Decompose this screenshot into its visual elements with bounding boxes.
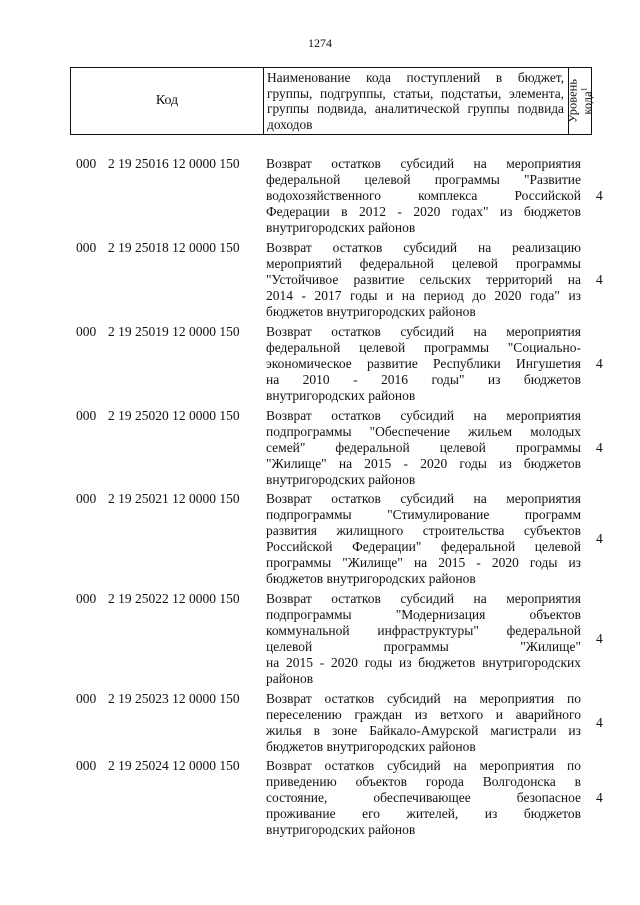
header-name-line: доходов <box>267 116 313 132</box>
header-code-cell <box>71 68 264 134</box>
row-description-line: Возврат остатков субсидий на мероприятия <box>266 156 581 171</box>
row-admin-code: 000 <box>76 758 97 773</box>
row-description-line: на 2015 - 2020 годы из бюджетов внутригородских <box>266 654 581 670</box>
row-description-line: Возврат остатков субсидий на мероприятия <box>266 408 581 423</box>
row-description-line: внутригородских районов <box>266 387 416 403</box>
row-description-line: внутригородских районов <box>266 471 416 487</box>
header-level-label <box>566 79 593 123</box>
row-description-line: Возврат остатков субсидий на мероприятия <box>266 324 581 339</box>
row-admin-code: 000 <box>76 491 97 506</box>
row-revenue-code: 2 19 25023 12 0000 150 <box>108 691 240 706</box>
row-description-line: программы "Жилище" на 2015 - 2020 годы из <box>266 554 581 570</box>
row-admin-code: 000 <box>76 691 97 706</box>
row-description-line: подпрограммы "Модернизация объектов <box>266 606 581 622</box>
row-description <box>266 324 581 404</box>
row-description-line: экономическое развитие Республики Ингушетия <box>266 355 581 371</box>
row-revenue-code: 2 19 25020 12 0000 150 <box>108 408 240 423</box>
row-description-line: "Устойчивое развитие сельских территорий на <box>266 271 581 287</box>
row-description-line: переселению граждан из ветхого и аварийного <box>266 706 581 722</box>
row-code <box>76 324 240 340</box>
row-description-line: водохозяйственного комплекса Российской <box>266 187 581 203</box>
row-description-line: на 2010 - 2016 годы" из бюджетов <box>266 371 581 387</box>
row-description-line: семей" федеральной целевой программы <box>266 439 581 455</box>
row-revenue-code: 2 19 25022 12 0000 150 <box>108 591 240 606</box>
row-revenue-code: 2 19 25016 12 0000 150 <box>108 156 240 171</box>
header-level-word-1: Уровень <box>565 78 580 124</box>
row-description <box>266 156 581 236</box>
header-name-line: Наименование кода поступлений в бюджет, <box>267 70 564 85</box>
row-description-line: Возврат остатков субсидий на мероприятия по <box>266 691 581 706</box>
row-description-line: жилья в зоне Байкало-Амурской магистрали из <box>266 722 581 738</box>
row-description-line: приведению объектов города Волгодонска в <box>266 773 581 789</box>
row-description <box>266 758 581 838</box>
row-description-line: "Жилище" на 2015 - 2020 годы из бюджетов <box>266 455 581 471</box>
row-description-line: районов <box>266 670 314 686</box>
row-description <box>266 408 581 488</box>
row-level: 4 <box>596 789 603 805</box>
row-admin-code: 000 <box>76 324 97 339</box>
row-code <box>76 491 240 507</box>
row-description-line: 2014 - 2017 годы и на период до 2020 года" из <box>266 287 581 303</box>
row-description-line: целевой программы "Жилище" <box>266 638 581 654</box>
row-revenue-code: 2 19 25021 12 0000 150 <box>108 491 240 506</box>
row-description-line: Возврат остатков субсидий на реализацию <box>266 240 581 255</box>
row-level: 4 <box>596 187 603 203</box>
row-code <box>76 156 240 172</box>
row-description-line: внутригородских районов <box>266 219 416 235</box>
header-name-cell <box>263 68 569 134</box>
header-name-line: группы подвида, аналитической группы подвида <box>267 101 564 116</box>
row-description <box>266 240 581 320</box>
row-revenue-code: 2 19 25018 12 0000 150 <box>108 240 240 255</box>
table-header <box>70 67 595 135</box>
row-description-line: бюджетов внутригородских районов <box>266 570 476 586</box>
row-admin-code: 000 <box>76 156 97 171</box>
row-admin-code: 000 <box>76 408 97 423</box>
row-description-line: бюджетов внутригородских районов <box>266 303 476 319</box>
row-description-line: бюджетов внутригородских районов <box>266 738 476 754</box>
row-description <box>266 591 581 686</box>
row-revenue-code: 2 19 25024 12 0000 150 <box>108 758 240 773</box>
header-code-label: Код <box>155 93 179 108</box>
row-admin-code: 000 <box>76 591 97 606</box>
header-level-footnote: 1 <box>579 87 589 92</box>
row-level: 4 <box>596 530 603 546</box>
row-description-line: Возврат остатков субсидий на мероприятия по <box>266 758 581 773</box>
row-description-line: внутригородских районов <box>266 821 416 837</box>
row-description-line: федеральной целевой программы "Социально- <box>266 339 581 355</box>
row-description <box>266 491 581 586</box>
row-code <box>76 591 240 607</box>
row-level: 4 <box>596 630 603 646</box>
row-description-line: подпрограммы "Обеспечение жильем молодых <box>266 423 581 439</box>
row-level: 4 <box>596 271 603 287</box>
row-code <box>76 240 240 256</box>
row-level: 4 <box>596 714 603 730</box>
row-description <box>266 691 581 755</box>
header-level-cell <box>565 68 595 134</box>
row-description-line: развития жилищного строительства субъектов <box>266 522 581 538</box>
row-level: 4 <box>596 439 603 455</box>
row-admin-code: 000 <box>76 240 97 255</box>
row-description-line: коммунальной инфраструктуры" федеральной <box>266 622 581 638</box>
row-description-line: федеральной целевой программы "Развитие <box>266 171 581 187</box>
row-description-line: подпрограммы "Стимулирование программ <box>266 506 581 522</box>
header-level-word-2: кода <box>580 91 595 115</box>
page-number: 1274 <box>308 36 332 50</box>
header-name-line: группы, подгруппы, статьи, подстатьи, элемента, <box>267 85 564 101</box>
row-code <box>76 408 240 424</box>
row-code <box>76 758 240 774</box>
row-description-line: проживание его жителей, из бюджетов <box>266 805 581 821</box>
row-description-line: мероприятий федеральной целевой программы <box>266 255 581 271</box>
row-description-line: состояние, обеспечивающее безопасное <box>266 789 581 805</box>
row-level: 4 <box>596 355 603 371</box>
row-description-line: Возврат остатков субсидий на мероприятия <box>266 491 581 506</box>
row-description-line: Российской Федерации" федеральной целевой <box>266 538 581 554</box>
row-revenue-code: 2 19 25019 12 0000 150 <box>108 324 240 339</box>
row-code <box>76 691 240 707</box>
row-description-line: Федерации в 2012 - 2020 годах" из бюджетов <box>266 203 581 219</box>
row-description-line: Возврат остатков субсидий на мероприятия <box>266 591 581 606</box>
